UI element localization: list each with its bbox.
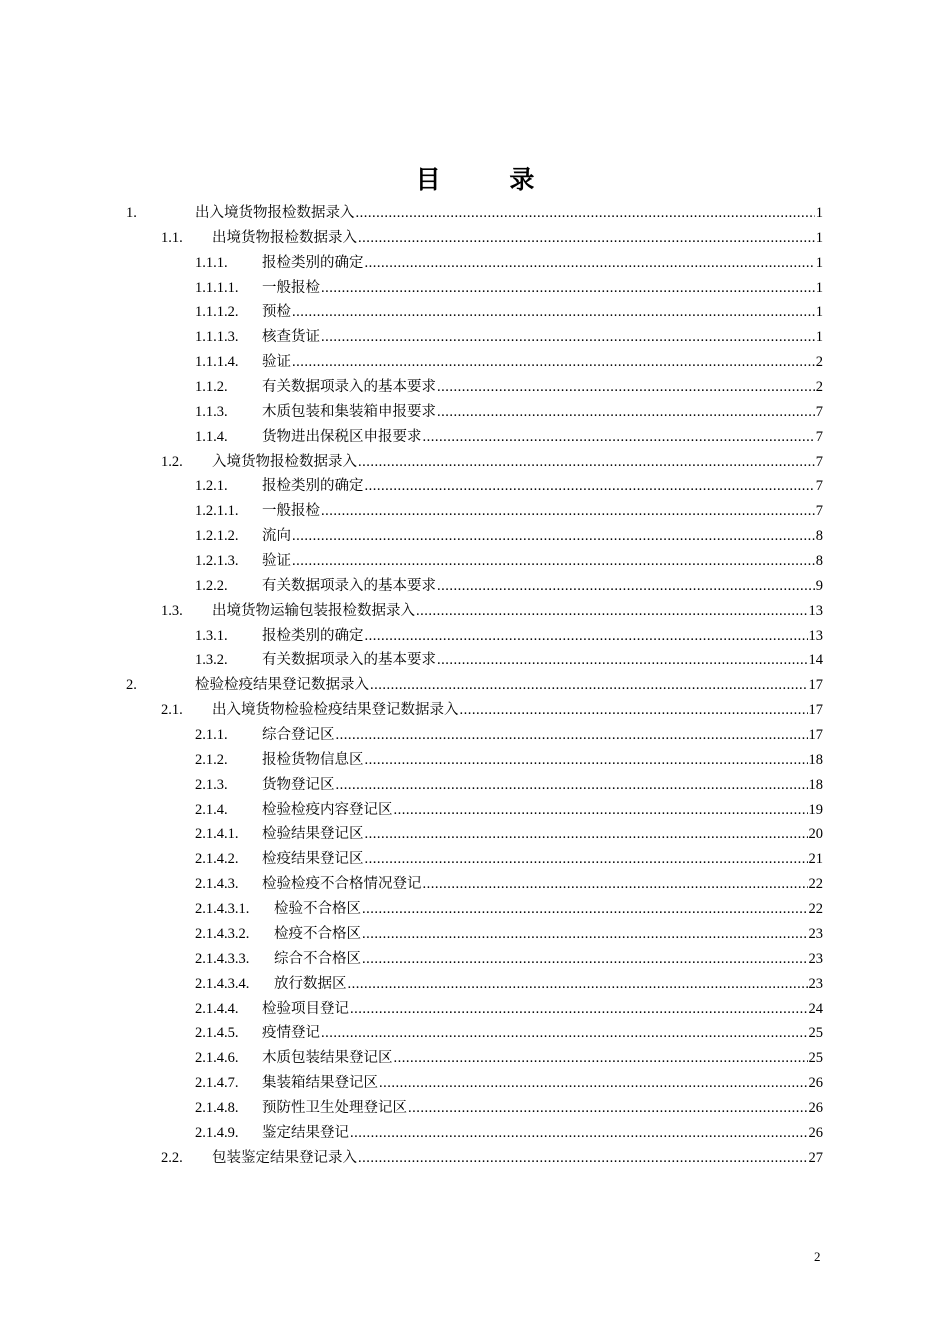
toc-entry-page: 17 [808,727,823,744]
toc-entry-page: 26 [808,1075,823,1092]
toc-entry-number: 2.1.3. [195,776,228,793]
toc-entry-title: 出境货物运输包装报检数据录入 [212,602,415,619]
toc-entry-number: 1.3. [161,602,183,619]
toc-entry-number: 1.2.1.1. [195,503,239,520]
toc-leader-dots [321,276,815,301]
toc-leader-dots [321,325,815,350]
toc-entry[interactable] [0,798,950,823]
toc-entry-page: 1 [815,229,823,246]
toc-entry[interactable] [0,325,950,350]
toc-leader-dots [292,300,815,325]
toc-entry-title: 有关数据项录入的基本要求 [262,652,436,669]
toc-leader-dots [292,350,815,375]
toc-leader-dots [365,474,815,499]
toc-entry-page: 1 [815,279,823,296]
toc-entry-title: 有关数据项录入的基本要求 [262,379,436,396]
toc-entry-title: 货物登记区 [262,776,335,793]
toc-entry[interactable] [0,499,950,524]
toc-entry-number: 2.1.4.3.1. [195,901,250,918]
toc-leader-dots [358,226,815,251]
toc-leader-dots [292,524,815,549]
toc-entry-number: 2.1.4.6. [195,1050,239,1067]
toc-entry[interactable] [0,226,950,251]
toc-entry-title: 放行数据区 [274,975,347,992]
toc-entry[interactable] [0,276,950,301]
toc-entry[interactable] [0,648,950,673]
toc-entry-title: 入境货物报检数据录入 [212,453,357,470]
toc-entry-title: 鉴定结果登记 [262,1124,349,1141]
toc-leader-dots [394,1046,808,1071]
toc-entry-page: 2 [815,379,823,396]
toc-entry-page: 1 [815,304,823,321]
toc-entry-title: 木质包装结果登记区 [262,1050,393,1067]
toc-entry-page: 23 [808,975,823,992]
toc-entry-title: 验证 [262,553,291,570]
toc-entry-number: 1.1.1.3. [195,329,239,346]
toc-entry-number: 1.1.4. [195,428,228,445]
toc-entry-page: 1 [815,254,823,271]
toc-entry-page: 17 [808,702,823,719]
toc-leader-dots [437,400,815,425]
toc-leader-dots [365,822,808,847]
toc-entry-title: 报检类别的确定 [262,478,364,495]
toc-entry[interactable] [0,375,950,400]
toc-entry-number: 2.1.4.3. [195,876,239,893]
toc-entry-title: 核查货证 [262,329,320,346]
toc-entry-title: 木质包装和集装箱申报要求 [262,403,436,420]
toc-entry[interactable] [0,972,950,997]
toc-leader-dots [437,375,815,400]
toc-entry-title: 货物进出保税区申报要求 [262,428,422,445]
toc-leader-dots [408,1096,808,1121]
toc-entry-number: 2.1.4.2. [195,851,239,868]
toc-entry-title: 一般报检 [262,279,320,296]
toc-leader-dots [423,872,808,897]
toc-entry-title: 检验检疫内容登记区 [262,801,393,818]
toc-entry[interactable] [0,300,950,325]
toc-leader-dots [336,723,808,748]
toc-entry-number: 1.2. [161,453,183,470]
toc-entry[interactable] [0,1096,950,1121]
toc-leader-dots [370,673,808,698]
toc-entry-page: 7 [815,478,823,495]
toc-entry-number: 1.1.3. [195,403,228,420]
toc-entry-number: 1.1.2. [195,379,228,396]
toc-entry-page: 26 [808,1124,823,1141]
toc-entry-page: 21 [808,851,823,868]
toc-entry-title: 检验检疫不合格情况登记 [262,876,422,893]
toc-entry-page: 8 [815,528,823,545]
toc-entry-title: 集装箱结果登记区 [262,1075,378,1092]
toc-entry-title: 报检类别的确定 [262,254,364,271]
toc-entry[interactable] [0,947,950,972]
toc-leader-dots [358,1146,808,1171]
toc-entry-title: 综合不合格区 [274,950,361,967]
toc-entry-page: 13 [808,602,823,619]
toc-entry[interactable] [0,549,950,574]
toc-entry-number: 2.1.4.3.2. [195,925,250,942]
toc-entry-number: 1.2.1.3. [195,553,239,570]
toc-entry-title: 疫情登记 [262,1025,320,1042]
toc-entry-page: 18 [808,776,823,793]
toc-leader-dots [350,997,808,1022]
toc-leader-dots [423,425,815,450]
toc-entry-page: 13 [808,627,823,644]
toc-entry[interactable] [0,201,950,226]
toc-entry-page: 23 [808,950,823,967]
toc-entry-number: 1.2.2. [195,577,228,594]
toc-leader-dots [365,251,815,276]
toc-entry-title: 检验项目登记 [262,1000,349,1017]
toc-entry-page: 27 [808,1149,823,1166]
toc-entry-number: 1.1. [161,229,183,246]
toc-leader-dots [460,698,808,723]
toc-entry-number: 1.3.1. [195,627,228,644]
toc-entry-page: 24 [808,1000,823,1017]
toc-leader-dots [321,499,815,524]
toc-leader-dots [292,549,815,574]
toc-leader-dots [379,1071,808,1096]
toc-entry-number: 1. [126,205,137,221]
toc-entry-page: 23 [808,925,823,942]
toc-entry-page: 17 [808,677,823,694]
toc-leader-dots [362,947,808,972]
toc-entry[interactable] [0,1046,950,1071]
toc-entry[interactable] [0,1071,950,1096]
toc-entry-title: 预检 [262,304,291,321]
toc-entry-title: 包装鉴定结果登记录入 [212,1149,357,1166]
toc-entry-title: 流向 [262,528,291,545]
toc-entry[interactable] [0,474,950,499]
toc-leader-dots [365,624,808,649]
toc-entry-number: 2.1.4.5. [195,1025,239,1042]
toc-entry-page: 20 [808,826,823,843]
toc-entry[interactable] [0,872,950,897]
toc-leader-dots [350,1121,808,1146]
toc-entry-page: 14 [808,652,823,669]
toc-leader-dots [356,201,815,226]
toc-entry-number: 1.1.1.1. [195,279,239,296]
toc-leader-dots [365,748,808,773]
toc-entry[interactable] [0,574,950,599]
toc-leader-dots [365,847,808,872]
toc-entry-number: 1.2.1. [195,478,228,495]
toc-leader-dots [358,450,815,475]
toc-entry-number: 2.1.4.9. [195,1124,239,1141]
toc-leader-dots [348,972,808,997]
toc-entry-number: 1.2.1.2. [195,528,239,545]
toc-entry-number: 1.1.1.2. [195,304,239,321]
toc-entry[interactable] [0,897,950,922]
toc-entry-title: 检验结果登记区 [262,826,364,843]
toc-entry[interactable] [0,673,950,698]
toc-entry-page: 26 [808,1099,823,1116]
toc-title: 目 录 [415,165,565,194]
toc-entry-title: 检疫结果登记区 [262,851,364,868]
toc-entry-page: 22 [808,876,823,893]
toc-entry-page: 7 [815,503,823,520]
toc-entry-page: 7 [815,403,823,420]
toc-entry-title: 检疫不合格区 [274,925,361,942]
toc-leader-dots [321,1021,808,1046]
toc-entry-number: 1.1.1. [195,254,228,271]
toc-entry-title: 出境货物报检数据录入 [212,229,357,246]
toc-entry-title: 报检货物信息区 [262,751,364,768]
toc-leader-dots [394,798,808,823]
page-number: 2 [814,1249,821,1264]
toc-entry[interactable] [0,922,950,947]
toc-entry-page: 2 [815,354,823,371]
toc-entry-page: 18 [808,751,823,768]
toc-entry-number: 2.1.2. [195,751,228,768]
toc-entry-page: 25 [808,1025,823,1042]
toc-entry[interactable] [0,1121,950,1146]
toc-entry[interactable] [0,1146,950,1171]
toc-entry-title: 出入境货物检验检疫结果登记数据录入 [212,702,459,719]
toc-entry[interactable] [0,1021,950,1046]
toc-leader-dots [336,773,808,798]
toc-entry-number: 2.1.4.3.3. [195,950,250,967]
toc-leader-dots [362,897,808,922]
toc-entry[interactable] [0,350,950,375]
toc-leader-dots [362,922,808,947]
toc-entry-number: 2.1.4.8. [195,1099,239,1116]
toc-entry[interactable] [0,425,950,450]
toc-entry[interactable] [0,698,950,723]
toc-entry-page: 25 [808,1050,823,1067]
toc-leader-dots [437,574,815,599]
toc-entry[interactable] [0,251,950,276]
toc-entry-title: 验证 [262,354,291,371]
toc-entry-number: 2.1.1. [195,727,228,744]
toc-entry[interactable] [0,773,950,798]
toc-entry[interactable] [0,400,950,425]
table-of-contents [0,201,950,1171]
toc-entry[interactable] [0,450,950,475]
toc-entry-number: 2.1.4.3.4. [195,975,250,992]
toc-entry-number: 1.1.1.4. [195,354,239,371]
toc-entry-title: 检验检疫结果登记数据录入 [195,677,369,694]
toc-entry-page: 1 [815,205,823,221]
toc-entry[interactable] [0,748,950,773]
toc-entry-title: 综合登记区 [262,727,335,744]
toc-entry-page: 7 [815,428,823,445]
toc-entry-page: 19 [808,801,823,818]
toc-entry-title: 检验不合格区 [274,901,361,918]
toc-entry-number: 2.2. [161,1149,183,1166]
toc-entry-number: 2.1.4. [195,801,228,818]
toc-entry-page: 8 [815,553,823,570]
toc-entry-page: 1 [815,329,823,346]
toc-leader-dots [416,599,808,624]
toc-entry-title: 出入境货物报检数据录入 [195,205,355,221]
toc-entry[interactable] [0,997,950,1022]
toc-entry[interactable] [0,822,950,847]
toc-entry-number: 2.1.4.4. [195,1000,239,1017]
toc-entry-title: 报检类别的确定 [262,627,364,644]
toc-entry-page: 9 [815,577,823,594]
toc-entry-number: 2.1.4.1. [195,826,239,843]
toc-entry-page: 7 [815,453,823,470]
toc-entry-title: 有关数据项录入的基本要求 [262,577,436,594]
toc-entry[interactable] [0,624,950,649]
toc-entry[interactable] [0,599,950,624]
toc-entry[interactable] [0,723,950,748]
toc-entry[interactable] [0,524,950,549]
toc-entry-title: 一般报检 [262,503,320,520]
toc-entry-page: 22 [808,901,823,918]
toc-entry-number: 2.1. [161,702,183,719]
toc-entry-number: 2. [126,677,137,694]
toc-entry-number: 1.3.2. [195,652,228,669]
toc-entry[interactable] [0,847,950,872]
toc-leader-dots [437,648,808,673]
toc-entry-number: 2.1.4.7. [195,1075,239,1092]
toc-entry-title: 预防性卫生处理登记区 [262,1099,407,1116]
